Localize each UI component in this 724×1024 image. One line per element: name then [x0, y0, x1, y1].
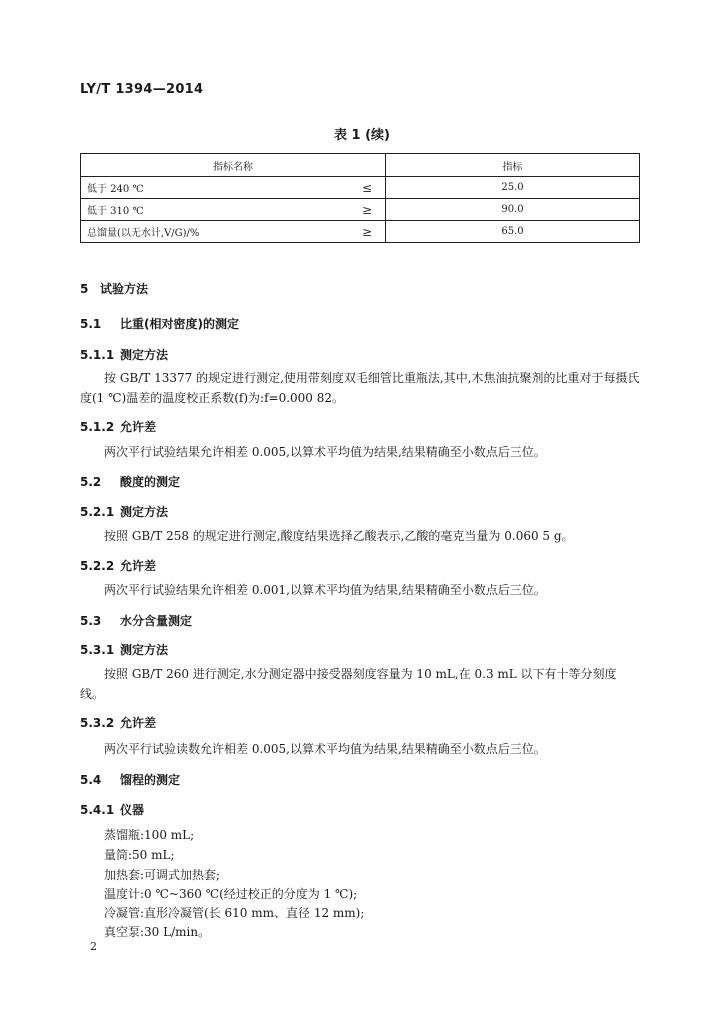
paragraph-5-1-2: 两次平行试验结果允许相差 0.005,以算术平均值为结果,结果精确至小数点后三位。	[104, 445, 546, 459]
row-name: 低于 310 ℃	[81, 199, 350, 221]
section-heading-5-3-2: 5.3.2 允许差	[80, 716, 157, 730]
section-heading-5-2-1: 5.2.1 测定方法	[80, 505, 169, 519]
section-heading-5-2: 5.2 酸度的测定	[80, 475, 181, 489]
paragraph-5-3-2: 两次平行试验读数允许相差 0.005,以算术平均值为结果,结果精确至小数点后三位。	[104, 742, 546, 756]
row-operator: ≤	[349, 177, 386, 199]
list-item: 冷凝管:直形冷凝管(长 610 mm、直径 12 mm);	[104, 906, 365, 920]
section-heading-5-3-1: 5.3.1 测定方法	[80, 643, 169, 657]
table-row	[81, 199, 640, 221]
section-heading-5-1-2: 5.1.2 允许差	[80, 420, 157, 434]
row-value: 90.0	[386, 199, 640, 221]
section-heading-5-1-1: 5.1.1 测定方法	[80, 348, 169, 362]
list-item: 温度计:0 ℃~360 ℃(经过校正的分度为 1 ℃);	[104, 887, 358, 901]
list-item: 量筒:50 mL;	[104, 848, 175, 862]
standard-code: LY/T 1394—2014	[80, 82, 204, 97]
list-item: 蒸馏瓶:100 mL;	[104, 828, 195, 842]
row-value: 25.0	[386, 177, 640, 199]
list-item: 真空泵:30 L/min。	[104, 925, 211, 939]
section-heading-5-3: 5.3 水分含量测定	[80, 614, 193, 628]
paragraph-5-1-1: 按 GB/T 13377 的规定进行测定,使用带刻度双毛细管比重瓶法,其中,木焦油抗聚剂的比重对于每摄氏度(1 ℃)温差的温度校正系数(f)为:f=0.000 82。	[80, 371, 640, 405]
table-row	[81, 177, 640, 199]
section-heading-5-2-2: 5.2.2 允许差	[80, 559, 157, 573]
spec-table	[80, 153, 640, 243]
list-item: 加热套:可调式加热套;	[104, 868, 221, 882]
section-heading-5-1: 5.1 比重(相对密度)的测定	[80, 317, 239, 331]
row-name: 低于 240 ℃	[81, 177, 350, 199]
paragraph-5-2-1: 按照 GB/T 258 的规定进行测定,酸度结果选择乙酸表示,乙酸的毫克当量为 0.060 5 g。	[104, 529, 574, 543]
column-header-value: 指标	[386, 154, 640, 177]
section-heading-5: 5 试验方法	[80, 282, 149, 296]
section-heading-5-4: 5.4 馏程的测定	[80, 773, 181, 787]
row-operator: ≥	[349, 199, 386, 221]
table-caption: 表 1 (续)	[334, 128, 390, 143]
table-row	[81, 221, 640, 243]
row-value: 65.0	[386, 221, 640, 243]
row-operator: ≥	[349, 221, 386, 243]
paragraph-5-3-1: 按照 GB/T 260 进行测定,水分测定器中接受器刻度容量为 10 mL,在 0.3 mL 以下有十等分刻度线。	[80, 667, 617, 701]
paragraph-5-2-2: 两次平行试验结果允许相差 0.001,以算术平均值为结果,结果精确至小数点后三位。	[104, 583, 546, 597]
table-header-row	[81, 154, 640, 177]
section-heading-5-4-1: 5.4.1 仪器	[80, 803, 145, 817]
page-number: 2	[90, 940, 97, 953]
column-header-name: 指标名称	[81, 154, 386, 177]
row-name: 总馏量(以无水计,V/G)/%	[81, 221, 350, 243]
